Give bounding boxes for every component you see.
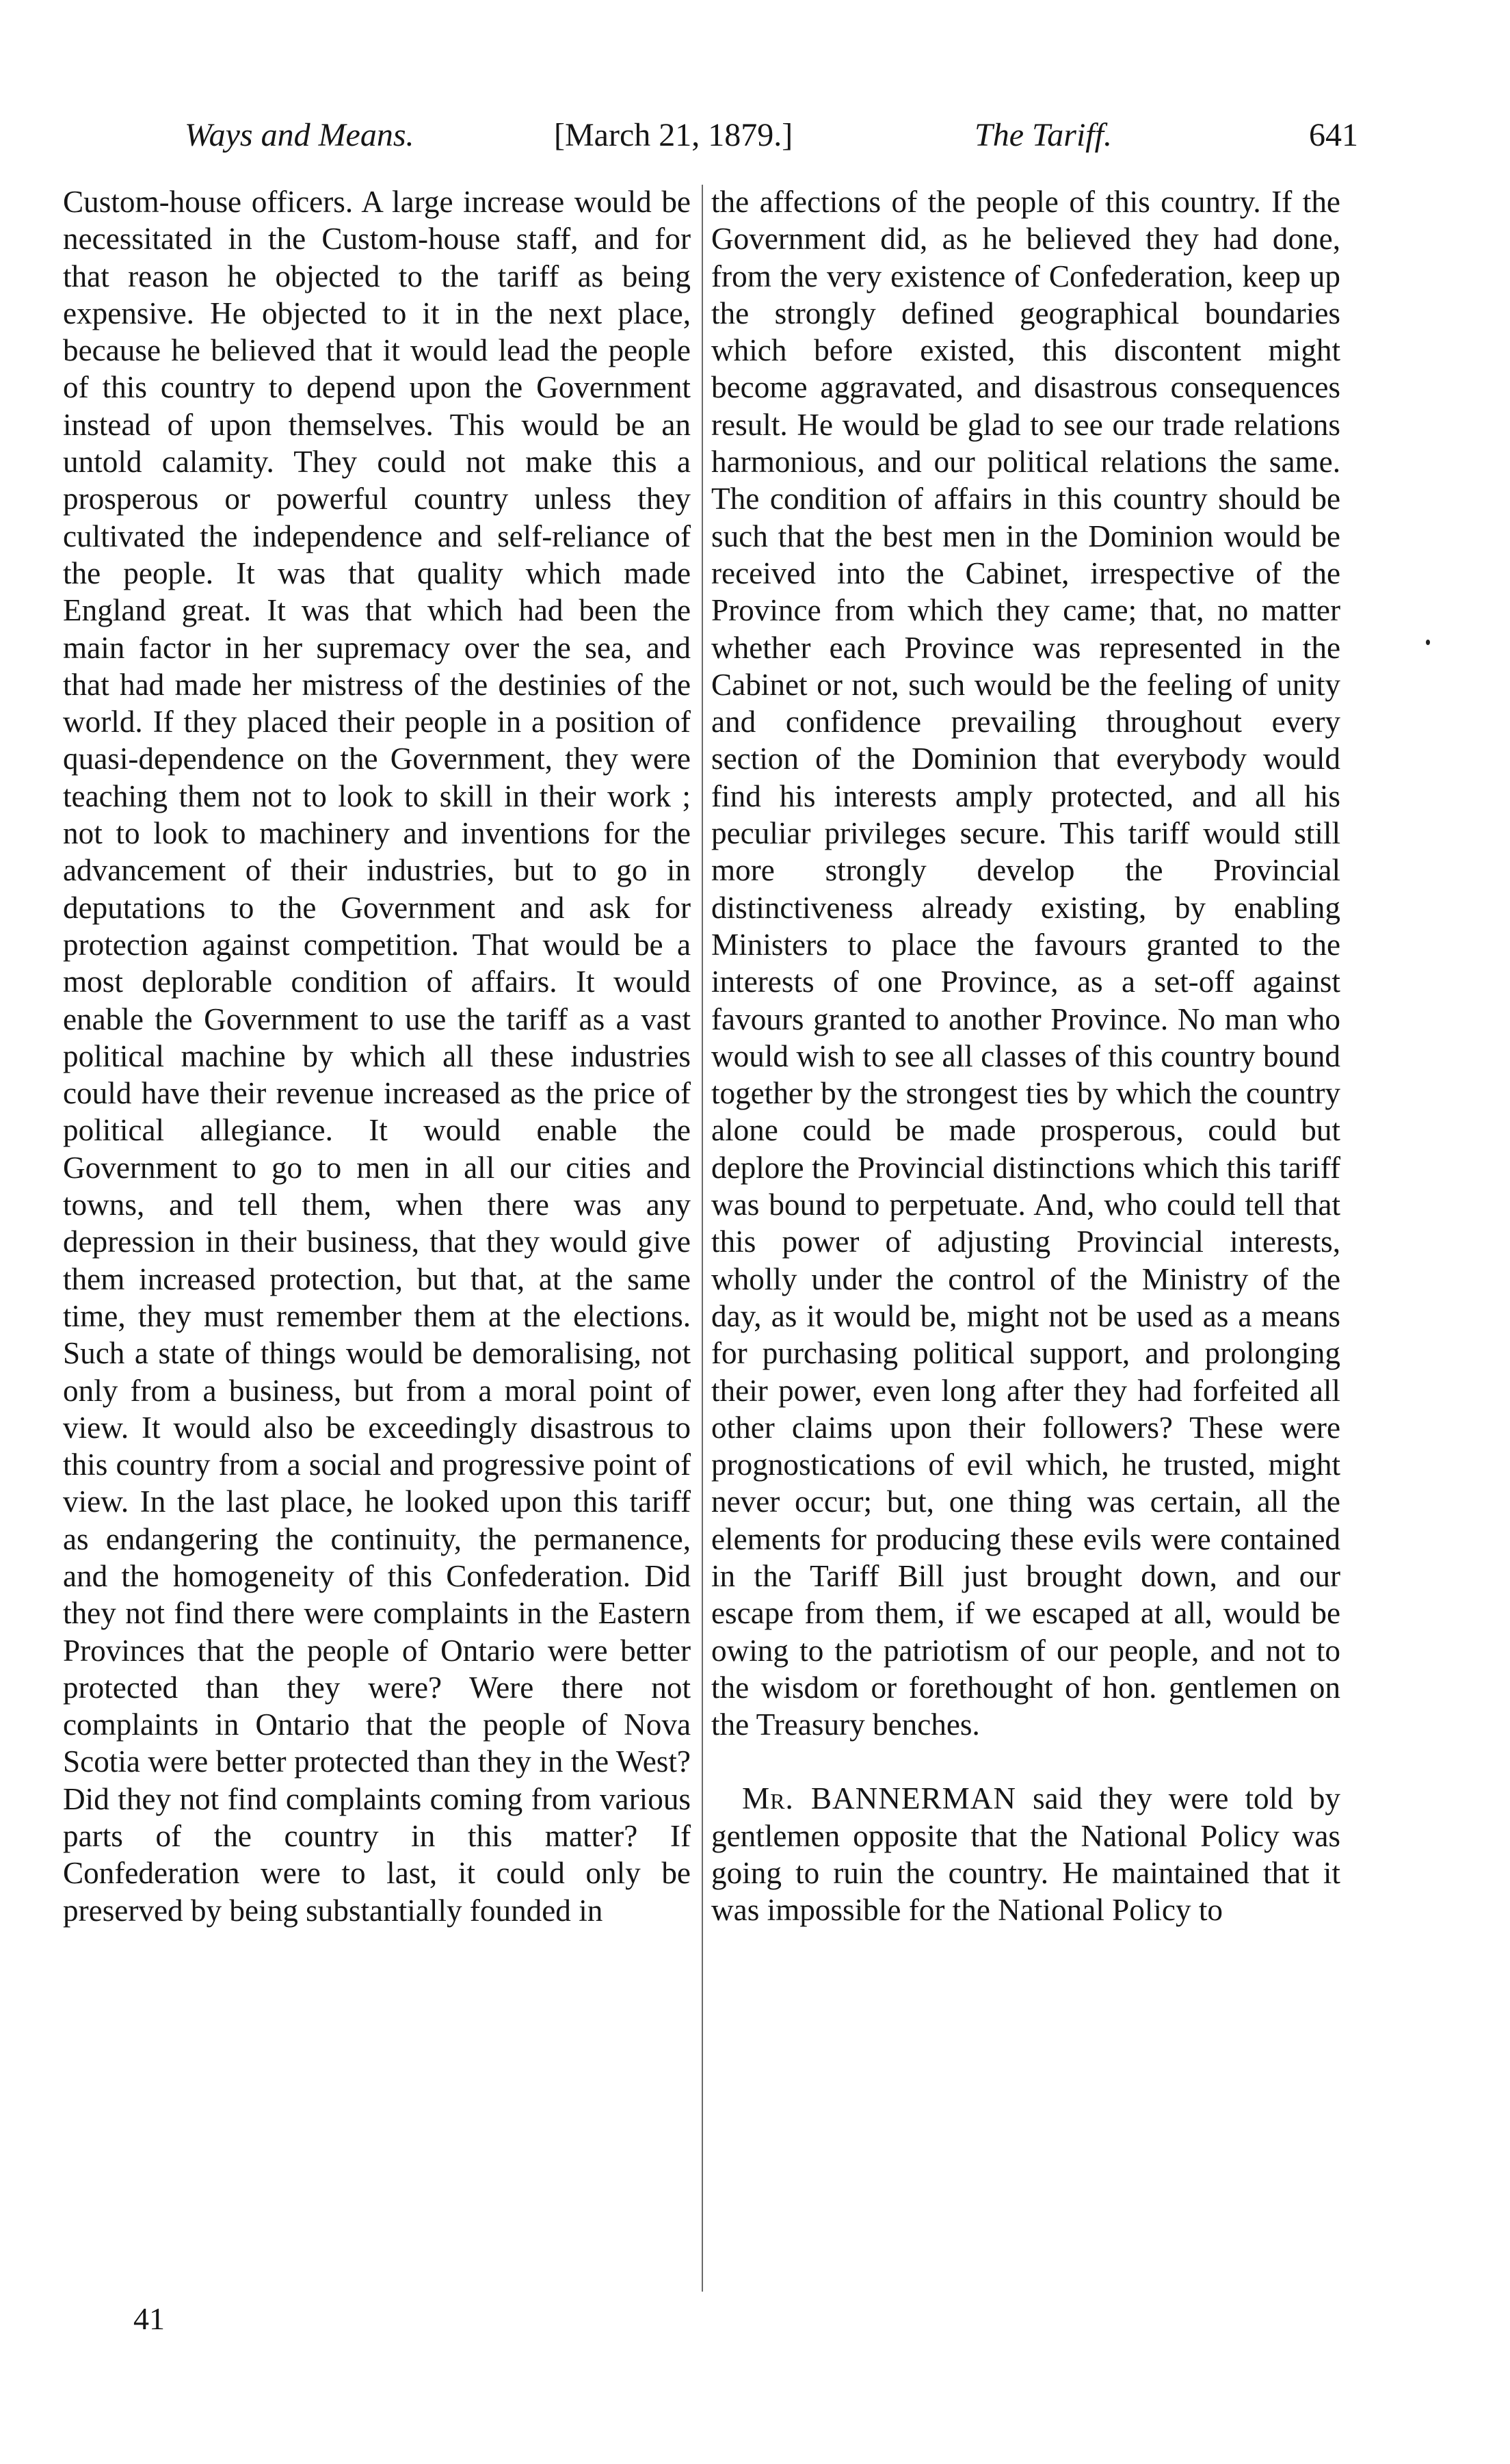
column-divider [702, 185, 703, 2292]
left-column [63, 183, 691, 1929]
header-date: [March 21, 1879.] [554, 117, 793, 153]
right-column-paragraph-1: the affections of the people of this country. If the Government did, as he believed they had done, from the very existence of Confederation, keep up the strongly defined geographical boundaries which before existed, this discontent might become aggravated, and disastrous consequences result. He would be glad to see our trade relations harmonious, and our political relations the same. The condition of affairs in this country should be such that the best men in the Dominion would be received into the Cabinet, irrespective of the Province from which they came; that, no matter whether each Province was represented in the Cabinet or not, such would be the feeling of unity and confidence prevailing throughout every section of the Dominion that everybody would find his interests amply protected, and all his peculiar privileges secure. This tariff would still more strongly develop the Provincial distinctiveness already existing, by enabling Ministers to place the favours granted to the interests of one Province, as a set-off against favours granted to another Province. No man who would wish to see all classes of this country bound together by the strongest ties by which the country alone could be made prosperous, could but deplore the Provincial distinctions which this tariff was bound to perpetuate. And, who could tell that this power of adjusting Provincial interests, wholly under the control of the Ministry of the day, as it would be, might not be used as a means for purchasing political support, and prolonging their power, even long after they had forfeited all other claims upon their followers? These were prognostications of evil which, he trusted, might never occur; but, one thing was certain, all the elements for producing these evils were contained in the Tariff Bill just brought down, and our escape from them, if we escaped at all, would be owing to the patriotism of our people, and not to the wisdom or forethought of hon. gentlemen on the Treasury benches. [711, 185, 1340, 1742]
header-topic: The Tariff. [975, 117, 1112, 153]
header-section: Ways and Means. [185, 117, 414, 153]
speaker-name: Mr. BANNERMAN [742, 1781, 1017, 1816]
right-column-paragraph-2 [711, 1780, 1340, 1928]
left-column-text: Custom-house officers. A large increase would be necessitated in the Custom-house staff, and for that reason he objected to the tariff as being expensive. He objected to it in the next place, because he believed that it would lead the people of this country to depend upon the Government instead of upon themselves. This would be an untold calamity. They could not make this a prosperous or powerful country unless they cultivated the independence and self-reliance of the people. It was that quality which made England great. It was that which had been the main factor in her supremacy over the sea, and that had made her mistress of the destinies of the world. If they placed their people in a position of quasi-dependence on the Government, they were teaching them not to look to skill in their work ; not to look to machinery and inventions for the advancement of their industries, but to go in deputations to the Government and ask for protection against competition. That would be a most deplorable condition of affairs. It would enable the Government to use the tariff as a vast political machine by which all these industries could have their revenue increased as the price of political allegiance. It would enable the Government to go to men in all our cities and towns, and tell them, when there was any depression in their business, that they would give them increased protection, but that, at the same time, they must remember them at the elections. Such a state of things would be demoralising, not only from a business, but from a moral point of view. It would also be exceedingly disastrous to this country from a social and progressive point of view. In the last place, he looked upon this tariff as endangering the continuity, the permanence, and the homogeneity of this Confederation. Did they not find there were complaints in the Eastern Provinces that the people of Ontario were better protected than they were? Were there not complaints in Ontario that the people of Nova Scotia were better protected than they in the West? Did they not find complaints coming from various parts of the country in this matter? If Confederation were to last, it could only be preserved by being substantially founded in [63, 185, 691, 1928]
right-column [711, 183, 1340, 1929]
folio-mark: 41 [133, 2301, 165, 2336]
ink-speck [1426, 640, 1430, 645]
speech-text: said they were told by gentlemen opposite that the National Policy was going to ruin the country. He maintained that it was impossible for the National Policy to [711, 1781, 1340, 1928]
page-number: 641 [1309, 117, 1358, 153]
running-header [171, 108, 1358, 163]
